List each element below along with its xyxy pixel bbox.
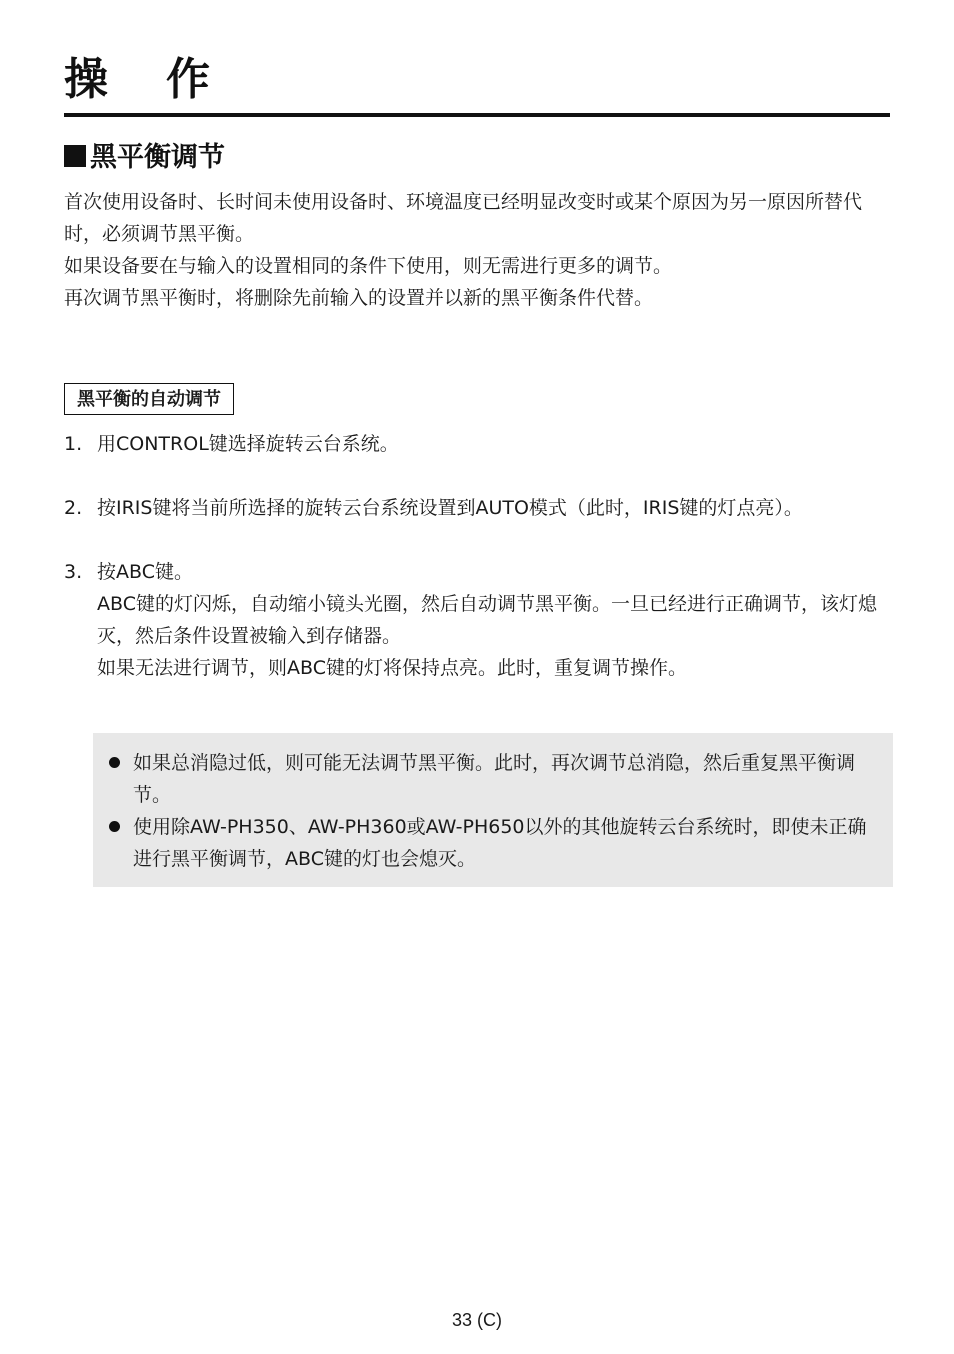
step-body [97, 492, 890, 524]
note-text: 如果总消隐过低，则可能无法调节黑平衡。此时，再次调节总消隐，然后重复黑平衡调节。 [133, 752, 856, 806]
step-item-2 [64, 492, 890, 524]
step-body [97, 428, 890, 460]
step-item-3 [64, 556, 890, 684]
note-item-2 [107, 811, 871, 875]
step-text: 按ABC键。 [97, 561, 193, 583]
title-rule [64, 113, 890, 117]
page-number: 33 (C) [451, 1310, 502, 1330]
subsection-heading: 黑平衡的自动调节 [64, 383, 234, 415]
step-list [64, 428, 890, 716]
intro-paragraph-2: 如果设备要在与输入的设置相同的条件下使用，则无需进行更多的调节。 [64, 255, 673, 277]
bullet-dot-icon [107, 747, 133, 811]
step-number: 1. [64, 433, 83, 455]
intro-paragraph-1: 首次使用设备时、长时间未使用设备时、环境温度已经明显改变时或某个原因为另一原因所替代时，必须调节黑平衡。 [64, 191, 863, 245]
step-text: 如果无法进行调节，则ABC键的灯将保持点亮。此时，重复调节操作。 [97, 657, 687, 679]
step-text: ABC键的灯闪烁，自动缩小镜头光圈，然后自动调节黑平衡。一旦已经进行正确调节，该灯熄灭，然后条件设置被输入到存储器。 [97, 593, 877, 647]
square-bullet-icon [64, 145, 86, 167]
note-item-1 [107, 747, 871, 811]
section-heading-text: 黑平衡调节 [90, 142, 225, 173]
chapter-title: 操作 [64, 54, 268, 105]
step-item-1 [64, 428, 890, 460]
step-number: 2. [64, 497, 83, 519]
step-body [97, 556, 890, 684]
step-text: 按IRIS键将当前所选择的旋转云台系统设置到AUTO模式（此时，IRIS键的灯点亮）。 [97, 497, 803, 519]
note-text: 使用除AW-PH350、AW-PH360或AW-PH650以外的其他旋转云台系统时，即使未正确进行黑平衡调节，ABC键的灯也会熄灭。 [133, 816, 867, 870]
intro-paragraph-3: 再次调节黑平衡时，将删除先前输入的设置并以新的黑平衡条件代替。 [64, 287, 654, 309]
step-text: 用CONTROL键选择旋转云台系统。 [97, 433, 399, 455]
intro-text [64, 186, 890, 314]
step-number: 3. [64, 561, 83, 583]
section-heading [64, 138, 225, 178]
bullet-dot-icon [107, 811, 133, 875]
notes-box [93, 733, 893, 887]
